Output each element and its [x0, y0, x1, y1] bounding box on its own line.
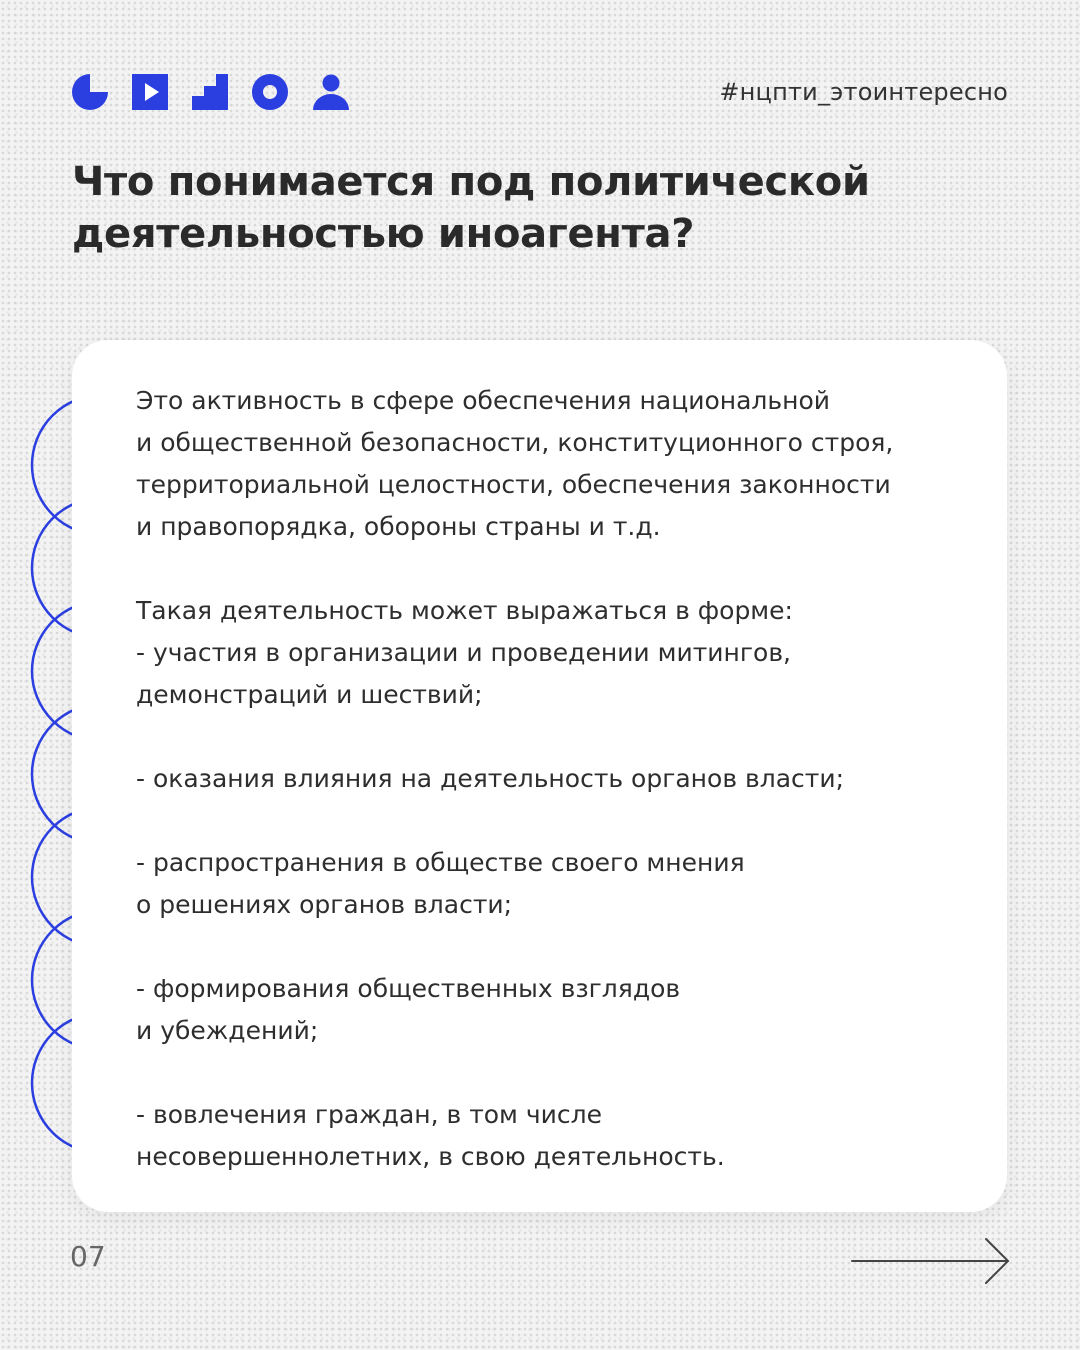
ring-icon [252, 74, 288, 110]
page-title: Что понимается под политической деятельностью иноагента? [72, 159, 870, 257]
decorative-rings [0, 380, 80, 1160]
list-item: - распространения в обществе своего мнения о решениях органов власти; [136, 848, 745, 919]
hashtag-label: #нцпти_этоинтересно [719, 78, 1008, 106]
arrow-right-icon[interactable] [850, 1237, 1012, 1285]
page-number: 07 [70, 1240, 106, 1273]
forms-intro-paragraph: Такая деятельность может выражаться в форме: - участия в организации и проведении митингов, демонстраций и шествий; [136, 596, 793, 709]
play-square-icon [132, 74, 168, 110]
list-item: - формирования общественных взглядов и убеждений; [136, 974, 681, 1045]
list-item: - вовлечения граждан, в том числе несовершеннолетних, в свою деятельность. [136, 1100, 725, 1171]
content-card [72, 340, 1007, 1212]
brand-logo [72, 74, 350, 110]
steps-icon [192, 74, 228, 110]
person-icon [312, 74, 350, 110]
half-circle-icon [72, 74, 108, 110]
definition-paragraph: Это активность в сфере обеспечения национальной и общественной безопасности, конституционного строя, территориальной целостности, обеспечения законности и правопорядка, обороны страны и т.д. [136, 386, 894, 541]
list-item: - оказания влияния на деятельность органов власти; [136, 764, 845, 793]
